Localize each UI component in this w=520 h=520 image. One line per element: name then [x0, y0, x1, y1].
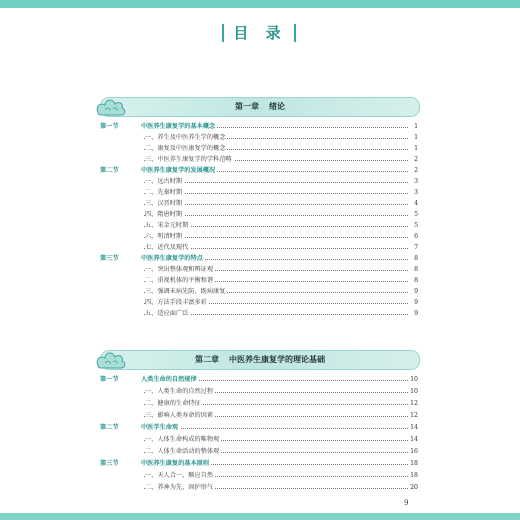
page-ref: 10: [408, 374, 418, 385]
toc-item-row[interactable]: [100, 187, 418, 198]
toc-item-row[interactable]: [100, 154, 418, 165]
chapter-1-name: 绪论: [269, 102, 285, 111]
item-title: 三、强调未病先防、既病康复: [145, 288, 226, 295]
section-label: 第一节: [100, 376, 119, 383]
toc-section-row[interactable]: [100, 165, 418, 176]
page-ref: 3: [408, 176, 418, 187]
toc-item-row[interactable]: [100, 143, 418, 154]
page-ref: 18: [408, 458, 418, 469]
item-title: 四、方法手段丰富多彩: [145, 299, 207, 306]
toc-section-row[interactable]: [100, 422, 418, 433]
chapter-1-label: 第一章: [235, 102, 259, 111]
page-ref: 6: [408, 231, 418, 242]
item-title: 七、近代及现代: [145, 244, 189, 251]
toc-item-row[interactable]: [100, 242, 418, 253]
page-ref: 14: [408, 434, 418, 445]
toc-item-row[interactable]: [100, 297, 418, 308]
title-right-bar: [294, 24, 296, 42]
toc-section-row[interactable]: [100, 253, 418, 264]
item-title: 五、适应面广泛: [145, 310, 189, 317]
page-ref: 5: [408, 220, 418, 231]
chapter-2-label: 第二章: [195, 355, 219, 364]
item-title: 五、宋金元时期: [145, 222, 189, 229]
section-title: 人类生命的自然规律: [141, 376, 197, 383]
chapter-2-banner[interactable]: [100, 350, 420, 370]
item-title: 一、天人合一，顺应自然: [145, 472, 214, 479]
toc-item-row[interactable]: [100, 446, 418, 457]
toc-item-row[interactable]: [100, 209, 418, 220]
page-ref: 1: [408, 121, 418, 132]
page-ref: 18: [408, 470, 418, 481]
bottom-color-band: [0, 513, 520, 520]
toc-item-row[interactable]: [100, 220, 418, 231]
section-title: 中医学生命观: [141, 424, 179, 431]
section-label: 第二节: [100, 424, 119, 431]
page-ref: 12: [408, 398, 418, 409]
page-ref: 9: [408, 297, 418, 308]
item-title: 一、人类生命的自然过程: [145, 388, 214, 395]
chapter-1-banner[interactable]: [100, 97, 420, 117]
section-label: 第三节: [100, 255, 119, 262]
toc-item-row[interactable]: [100, 434, 418, 445]
page-ref: 8: [408, 253, 418, 264]
item-title: 三、影响人类寿命的因素: [145, 412, 214, 419]
chapter-2-title: [101, 351, 419, 369]
page-ref: 2: [408, 154, 418, 165]
page-number: 9: [404, 499, 409, 507]
page-ref: 1: [408, 143, 418, 154]
section-title: 中医养生康复学的发展概况: [141, 167, 216, 174]
toc-item-row[interactable]: [100, 198, 418, 209]
item-title: 一、养生及中医养生学的概念: [145, 134, 226, 141]
toc-item-row[interactable]: [100, 286, 418, 297]
item-title: 一、人体生命构成的唯物观: [145, 436, 220, 443]
toc-item-row[interactable]: [100, 264, 418, 275]
item-title: 六、明清时期: [145, 233, 183, 240]
item-title: 二、重视机体的平衡和谐: [145, 277, 214, 284]
page-ref: 20: [408, 482, 418, 493]
item-title: 二、人体生命活动的整体观: [145, 448, 220, 455]
page-title: 目 录: [233, 24, 287, 42]
toc-item-row[interactable]: [100, 231, 418, 242]
toc-section-row[interactable]: [100, 121, 418, 132]
toc-item-row[interactable]: [100, 308, 418, 319]
page-ref: 8: [408, 275, 418, 286]
section-title: 中医养生康复学的基本概念: [141, 123, 216, 130]
toc-item-row[interactable]: [100, 470, 418, 481]
toc-item-row[interactable]: [100, 410, 418, 421]
page-ref: 14: [408, 422, 418, 433]
page-ref: 10: [408, 386, 418, 397]
toc-section-row[interactable]: [100, 458, 418, 469]
item-title: 二、健康的生命特征: [145, 400, 201, 407]
item-title: 一、远古时期: [145, 178, 183, 185]
page-ref: 3: [408, 187, 418, 198]
section-title: 中医养生康复的基本原则: [141, 460, 210, 467]
toc-section-row[interactable]: [100, 374, 418, 385]
item-title: 二、康复及中医康复学的概念: [145, 145, 226, 152]
page-ref: 7: [408, 242, 418, 253]
toc-item-row[interactable]: [100, 176, 418, 187]
page-ref: 4: [408, 198, 418, 209]
item-title: 三、汉晋时期: [145, 200, 183, 207]
toc-item-row[interactable]: [100, 482, 418, 493]
section-label: 第三节: [100, 460, 119, 467]
page-ref: 9: [408, 286, 418, 297]
page-ref: 8: [408, 264, 418, 275]
section-label: 第二节: [100, 167, 119, 174]
top-color-band: [0, 0, 520, 8]
chapter-1-title: [101, 98, 419, 116]
item-title: 一、突出整体观和辨证观: [145, 266, 214, 273]
toc-item-row[interactable]: [100, 275, 418, 286]
page-ref: 1: [408, 132, 418, 143]
page-ref: 2: [408, 165, 418, 176]
chapter-2-name: 中医养生康复学的理论基础: [229, 355, 325, 364]
section-label: 第一节: [100, 123, 119, 130]
dot-leader: [144, 428, 408, 429]
item-title: 二、养神为先，固护形气: [145, 484, 214, 491]
page-ref: 16: [408, 446, 418, 457]
item-title: 三、中医养生康复学的学科范畴: [145, 156, 232, 163]
toc-item-row[interactable]: [100, 132, 418, 143]
page-ref: 5: [408, 209, 418, 220]
item-title: 四、隋唐时期: [145, 211, 183, 218]
page-ref: 9: [408, 308, 418, 319]
toc-item-row[interactable]: [100, 398, 418, 409]
toc-item-row[interactable]: [100, 386, 418, 397]
section-title: 中医养生康复学的特点: [141, 255, 203, 262]
page-ref: 12: [408, 410, 418, 421]
item-title: 二、先秦时期: [145, 189, 183, 196]
